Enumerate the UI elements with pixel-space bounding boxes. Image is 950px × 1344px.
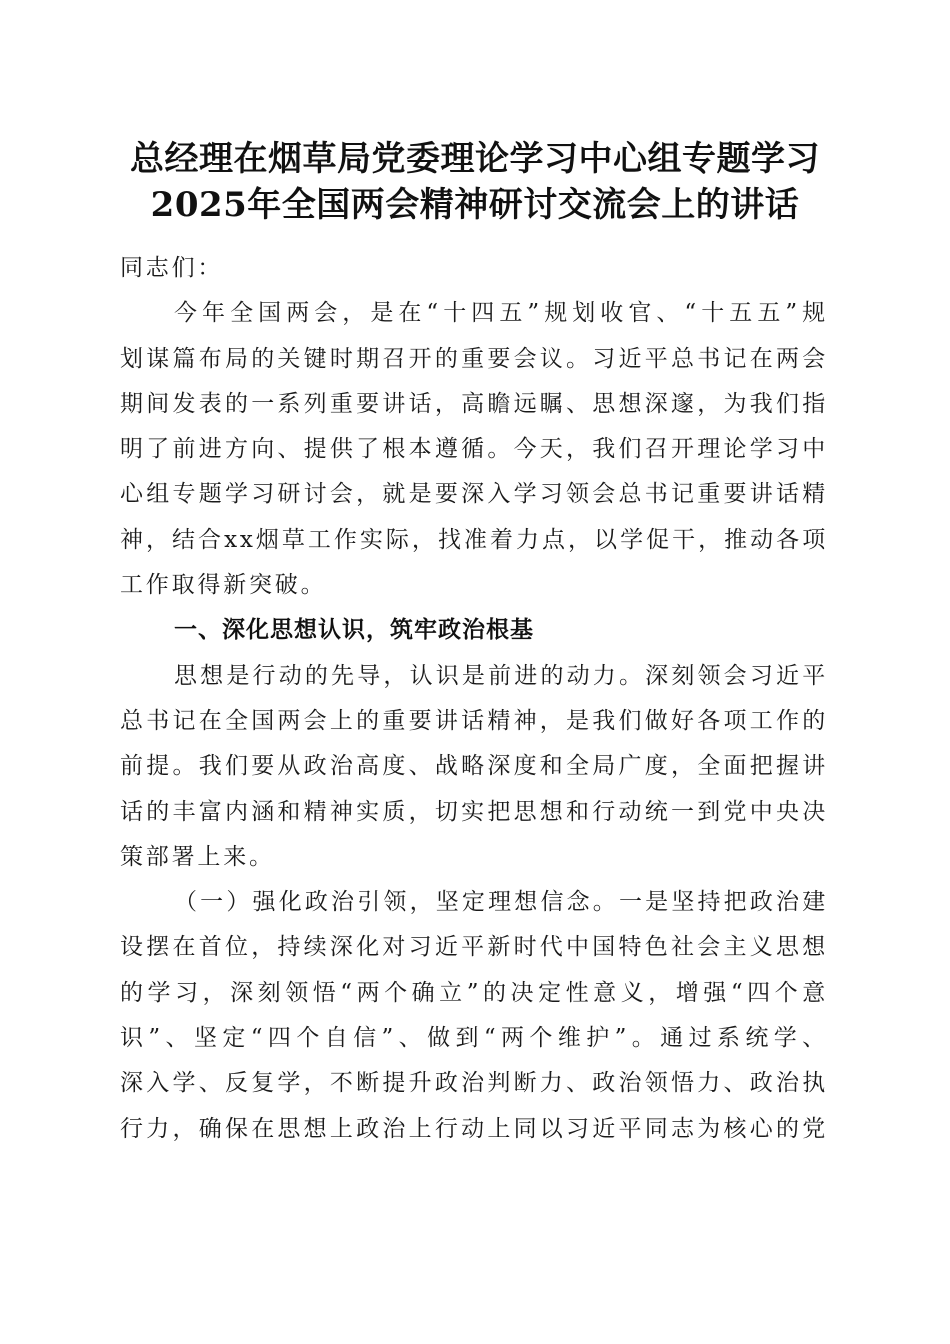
document-body xyxy=(120,246,828,1152)
paragraph-intro xyxy=(120,291,828,608)
paragraph-line: 识”、坚定“四个自信”、做到“两个维护”。通过系统学、 xyxy=(120,1025,828,1052)
paragraph-line: 今年全国两会，是在“十四五”规划收官、“十五五”规 xyxy=(174,300,828,327)
paragraph-line: 明了前进方向、提供了根本遵循。今天，我们召开理论学习中 xyxy=(120,436,828,463)
paragraph-line: （一）强化政治引领，坚定理想信念。一是坚持把政治建 xyxy=(174,889,828,916)
title-line-1: 总经理在烟草局党委理论学习中心组专题学习 xyxy=(130,139,820,179)
paragraph-line: 的学习，深刻领悟“两个确立”的决定性意义，增强“四个意 xyxy=(120,979,828,1006)
section-heading: 一、深化思想认识，筑牢政治根基 xyxy=(174,617,534,644)
paragraph-subsection-1 xyxy=(120,880,828,1152)
document-title xyxy=(60,136,890,228)
title-line-2: 2025年全国两会精神研讨交流会上的讲话 xyxy=(150,185,800,225)
paragraph-line: 思想是行动的先导，认识是前进的动力。深刻领会习近平 xyxy=(174,662,828,689)
paragraph-line: 设摆在首位，持续深化对习近平新时代中国特色社会主义思想 xyxy=(120,934,828,961)
paragraph-line: 总书记在全国两会上的重要讲话精神，是我们做好各项工作的 xyxy=(120,707,828,734)
paragraph-line: 心组专题学习研讨会，就是要深入学习领会总书记重要讲话精 xyxy=(120,481,828,508)
paragraph-line: 前提。我们要从政治高度、战略深度和全局广度，全面把握讲 xyxy=(120,753,828,780)
paragraph-line: 神，结合xx烟草工作实际，找准着力点，以学促干，推动各项 xyxy=(120,526,828,553)
paragraph-line: 话的丰富内涵和精神实质，切实把思想和行动统一到党中央决 xyxy=(120,798,828,825)
paragraph-line: 深入学、反复学，不断提升政治判断力、政治领悟力、政治执 xyxy=(120,1070,828,1097)
paragraph-section-1 xyxy=(120,654,828,880)
paragraph-line: 行力，确保在思想上政治上行动上同以习近平同志为核心的党 xyxy=(120,1115,828,1142)
paragraph-line: 策部署上来。 xyxy=(120,843,275,870)
salutation: 同志们： xyxy=(120,255,224,281)
paragraph-line: 划谋篇布局的关键时期召开的重要会议。习近平总书记在两会 xyxy=(120,345,828,372)
paragraph-line: 期间发表的一系列重要讲话，高瞻远瞩、思想深邃，为我们指 xyxy=(120,390,828,417)
paragraph-line: 工作取得新突破。 xyxy=(120,572,327,599)
